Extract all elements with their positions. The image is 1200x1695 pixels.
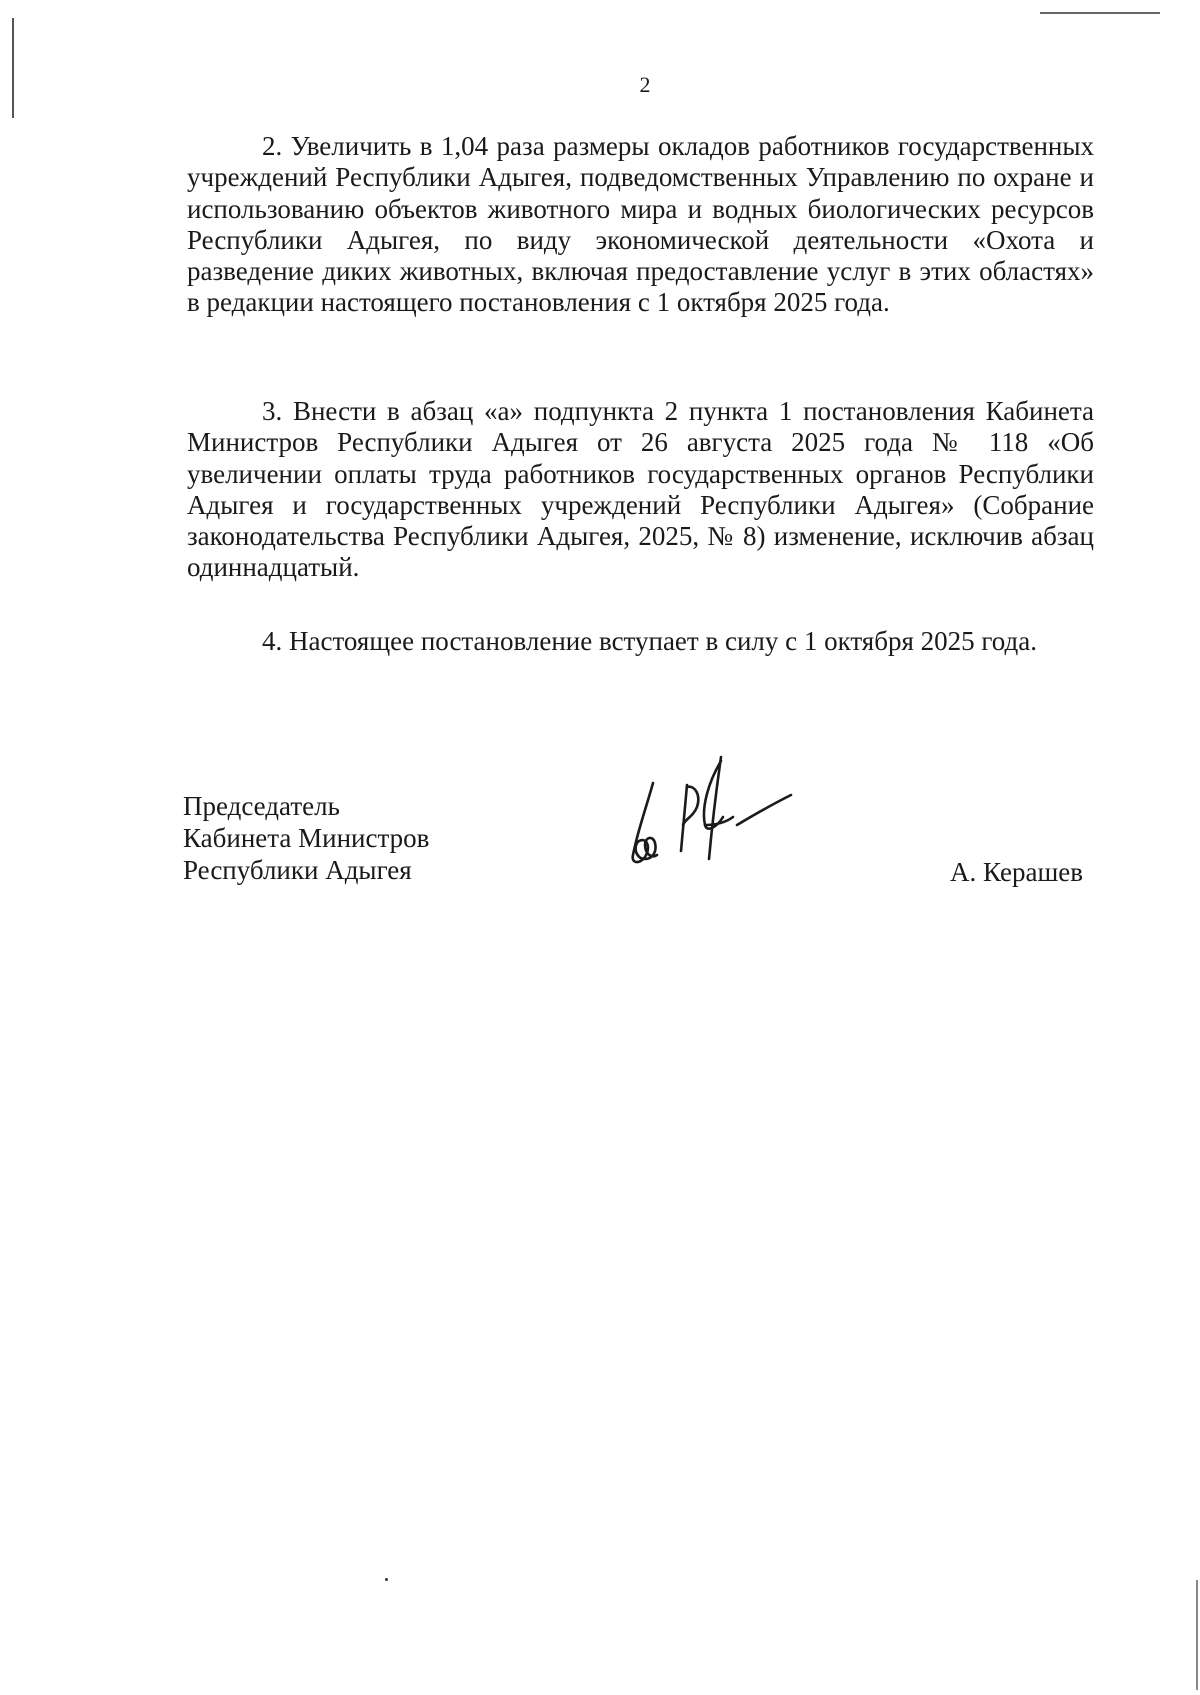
scan-edge-left [12,18,14,118]
signatory-title [183,790,429,886]
scan-edge-top [1040,12,1160,14]
signatory-title-line-2: Кабинета Министров [183,823,430,853]
scan-speck [385,1578,388,1581]
scan-edge-right [1196,1580,1198,1690]
paragraph-2: 2. Увеличить в 1,04 раза размеры окладов работников государственных учреждений Республики Адыгея, подведомственных Управлению по охране и использованию объектов животного мира и водных биологических ресурсов Республики Адыгея, по виду экономической деятельности «Охота и разведение диких животных, включая предоставление услуг в этих областях» в редакции настоящего постановления с 1 октября 2025 года. [187,131,1094,318]
page-number: 2 [639,72,651,97]
paragraph-3: 3. Внести в абзац «а» подпункта 2 пункта 1 постановления Кабинета Министров Республики Адыгея от 26 августа 2025 года № 118 «Об увеличении оплаты труда работников государственных органов Республики Адыгея и государственных учреждений Республики Адыгея» (Собрание законодательства Республики Адыгея, 2025, № 8) изменение, исключив абзац одиннадцатый. [187,396,1094,583]
paragraph-4: 4. Настоящее постановление вступает в силу с 1 октября 2025 года. [262,626,1037,656]
signatory-title-line-3: Республики Адыгея [183,855,412,885]
signatory-title-line-1: Председатель [183,791,340,821]
handwritten-signature [625,755,825,870]
signatory-name: А. Керашев [950,857,1083,887]
